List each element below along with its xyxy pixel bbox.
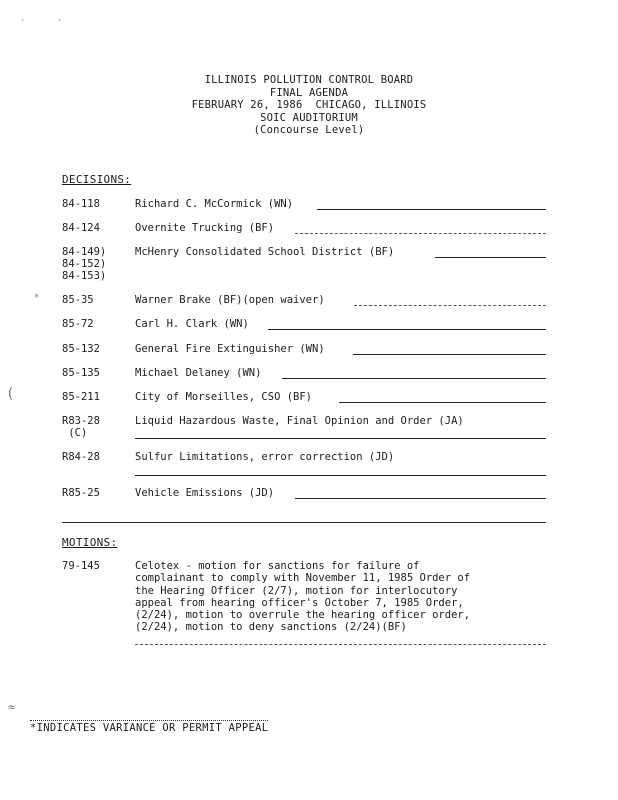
section-divider [62,522,546,523]
docket-number: R83-28 (C) [62,415,100,439]
decision-description: General Fire Extinguisher (WN) [135,343,325,355]
venue: SOIC AUDITORIUM [260,111,358,124]
decision-description: Liquid Hazardous Waste, Final Opinion and Order (JA) [135,415,464,427]
decision-item [62,246,546,282]
decision-description: Carl H. Clark (WN) [135,318,249,330]
signature-line [339,402,546,403]
docket-number: 85-72 [62,318,94,330]
docket-number: R85-25 [62,487,100,499]
decision-description: McHenry Consolidated School District (BF) [135,246,395,258]
motion-item [62,560,546,650]
signature-line [435,257,546,258]
decision-item [62,451,546,479]
signature-line [282,378,546,379]
agenda-title: FINAL AGENDA [269,86,349,99]
docket-number: 85-35 [62,294,94,306]
agenda-header [0,74,618,137]
board-name: ILLINOIS POLLUTION CONTROL BOARD [204,74,414,86]
decision-description: City of Morseilles, CSO (BF) [135,391,313,403]
docket-number: 79-145 [62,560,100,572]
decision-item [62,294,546,308]
footer-note: *INDICATES VARIANCE OR PERMIT APPEAL [30,722,269,734]
scan-speck: · [20,16,26,26]
venue-level: (Concourse Level) [253,124,365,136]
margin-mark: ( [6,386,15,402]
decision-description: Vehicle Emissions (JD) [135,487,275,499]
decision-description: Warner Brake (BF)(open waiver) [135,294,325,306]
docket-number: 85-135 [62,367,100,379]
docket-number: 85-132 [62,343,100,355]
signature-line [295,498,546,499]
decision-description: Michael Delaney (WN) [135,367,262,379]
docket-number: 84-118 [62,198,100,210]
docket-number: 85-211 [62,391,100,403]
decision-description: Overnite Trucking (BF) [135,222,275,234]
signature-line [268,329,546,330]
motion-description: Celotex - motion for sanctions for failure of complainant to comply with November 11, 1985 Order of the Hearing Officer (2/7), motion for interlocutory appeal from hearing officer's October 7, 1985 Order, (2/24), motion to overrule the hearing officer order, (2/24), motion to deny sanctions (2/24)(BF) [135,560,471,634]
scan-speck: · [57,16,63,26]
decision-description: Sulfur Limitations, error correction (JD) [135,451,395,463]
decision-item [62,487,546,501]
docket-number: R84-28 [62,451,100,463]
margin-mark: ≈ [8,700,16,714]
signature-line [135,438,546,439]
docket-number: 84-149) 84-152) 84-153) [62,246,107,282]
decision-description: Richard C. McCormick (WN) [135,198,294,210]
decision-item [62,343,546,357]
docket-number: 84-124 [62,222,100,234]
decision-item [62,415,546,443]
motions-heading: MOTIONS: [62,536,118,549]
signature-line [135,644,546,645]
decisions-heading: DECISIONS: [62,173,132,186]
signature-line [354,305,546,306]
meeting-date-location: FEBRUARY 26, 1986 CHICAGO, ILLINOIS [191,99,427,111]
signature-line [135,475,546,476]
variance-asterisk-mark: * [34,293,40,303]
decision-item [62,198,546,212]
decision-item [62,222,546,236]
decision-item [62,391,546,405]
decision-item [62,367,546,381]
signature-line [317,209,546,210]
decision-item [62,318,546,332]
signature-line [353,354,546,355]
signature-line [295,233,546,234]
